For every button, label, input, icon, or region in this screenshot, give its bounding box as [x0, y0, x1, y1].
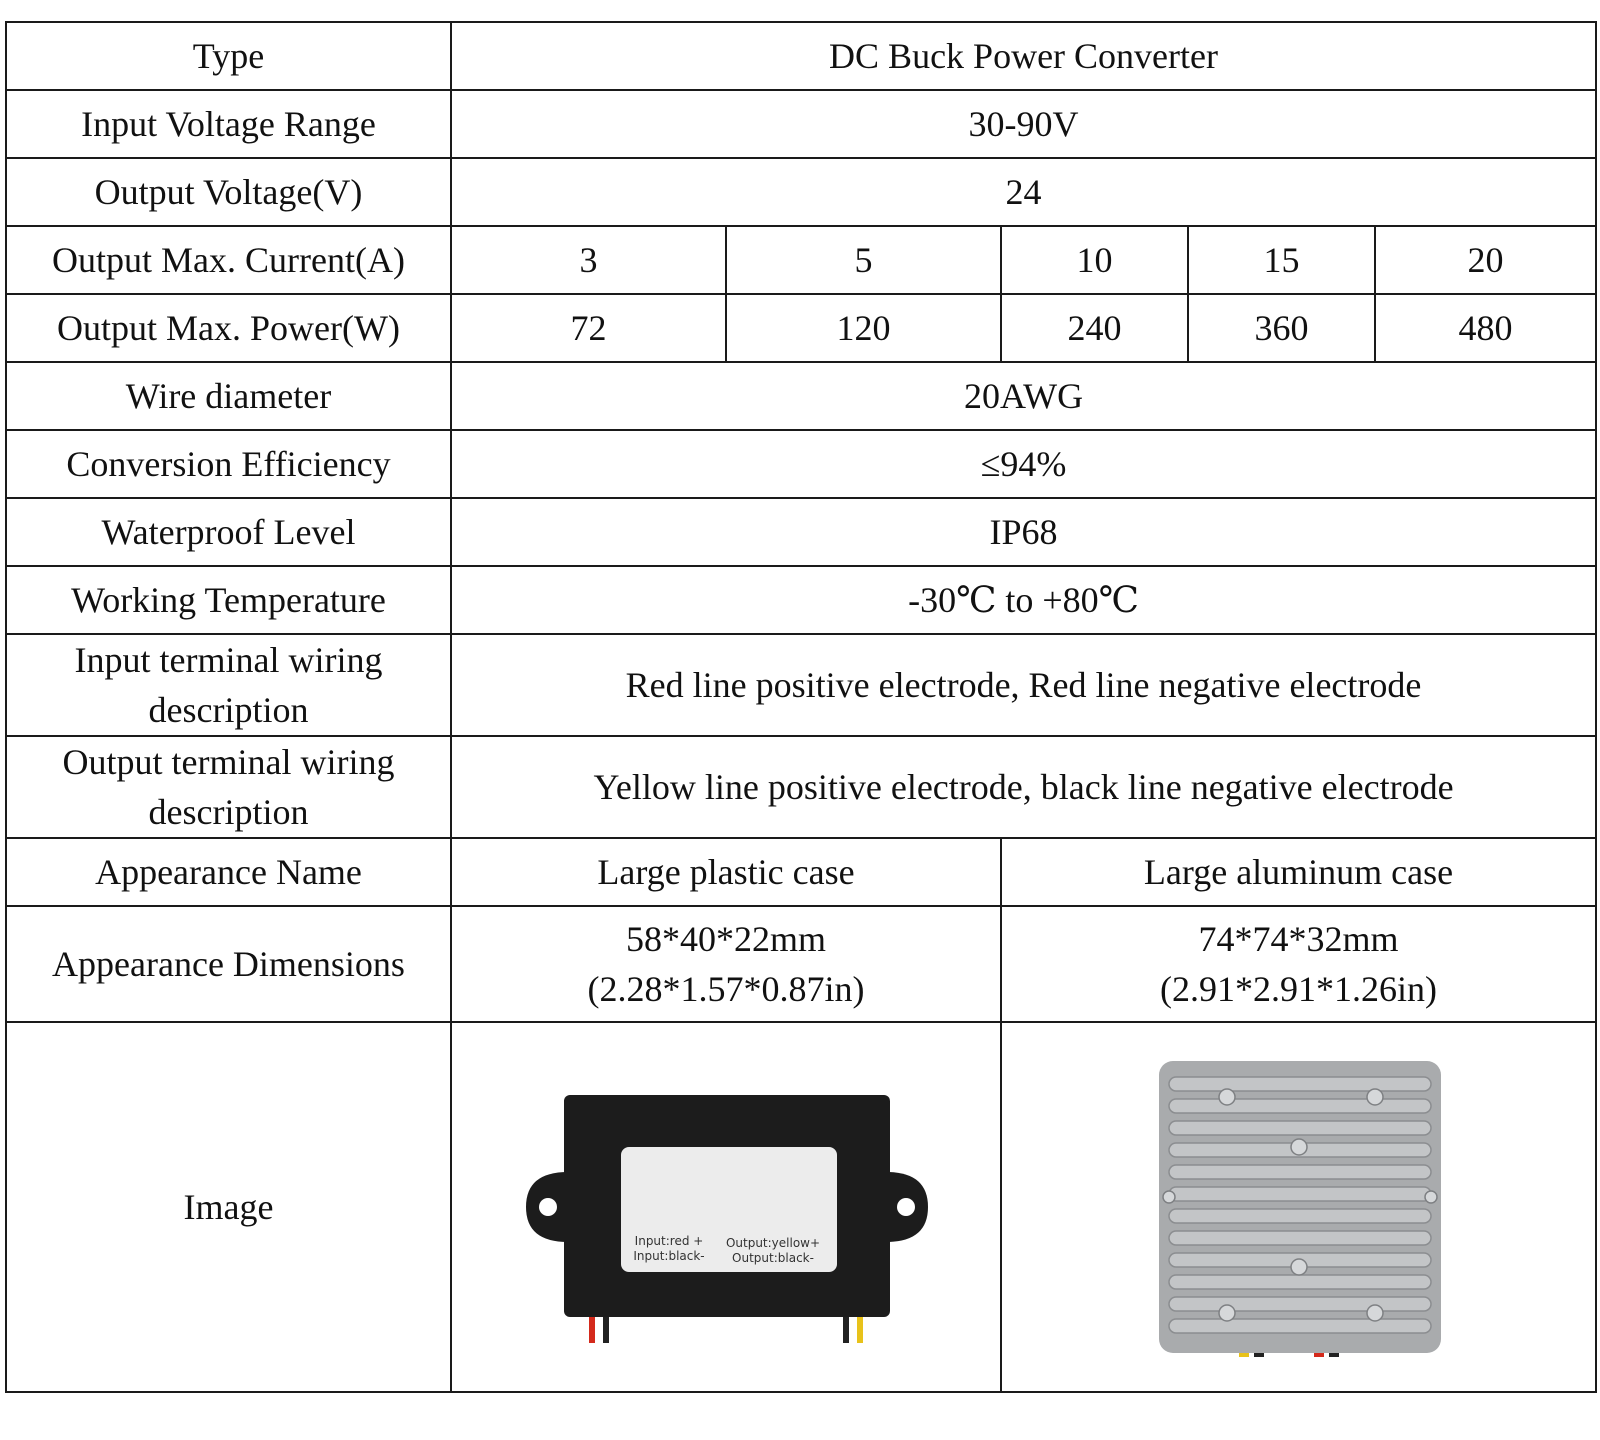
row-input-wiring: [6, 634, 1596, 736]
power-cell: 360: [1188, 294, 1375, 362]
row-appearance-name: [6, 838, 1596, 906]
sticker-input-neg: Input:black-: [633, 1249, 705, 1263]
power-cell: 240: [1001, 294, 1188, 362]
label-wire-diameter: Wire diameter: [6, 362, 451, 430]
power-cell: 72: [451, 294, 726, 362]
value-input-wiring: Red line positive electrode, Red line negative electrode: [451, 634, 1596, 736]
current-cell: 15: [1188, 226, 1375, 294]
spec-table: [5, 21, 1597, 1393]
label-input-wiring: [6, 634, 451, 736]
value-type: DC Buck Power Converter: [451, 22, 1596, 90]
row-temperature: [6, 566, 1596, 634]
label-input-wiring-line1: Input terminal wiring: [74, 640, 383, 680]
value-temperature: -30℃ to +80℃: [451, 566, 1596, 634]
label-waterproof: Waterproof Level: [6, 498, 451, 566]
dims-aluminum-mm: 74*74*32mm: [1198, 919, 1399, 959]
current-cell: 20: [1375, 226, 1596, 294]
current-cell: 10: [1001, 226, 1188, 294]
label-appearance-name: Appearance Name: [6, 838, 451, 906]
current-cell: 3: [451, 226, 726, 294]
row-wire-diameter: [6, 362, 1596, 430]
appearance-name-aluminum: Large aluminum case: [1001, 838, 1596, 906]
black-wire: [603, 1313, 609, 1343]
row-output-current: [6, 226, 1596, 294]
sticker-output-neg: Output:black-: [732, 1251, 814, 1265]
red-wire: [589, 1313, 595, 1343]
value-output-wiring: Yellow line positive electrode, black line negative electrode: [451, 736, 1596, 838]
mount-hole: [897, 1198, 915, 1216]
value-efficiency: ≤94%: [451, 430, 1596, 498]
aluminum-case-image: [1139, 1047, 1459, 1367]
row-output-voltage: [6, 158, 1596, 226]
label-output-power: Output Max. Power(W): [6, 294, 451, 362]
row-waterproof: [6, 498, 1596, 566]
sticker-output-pos: Output:yellow+: [725, 1236, 821, 1250]
sticker-input-pos: Input:red +: [634, 1234, 704, 1248]
label-temperature: Working Temperature: [6, 566, 451, 634]
label-output-wiring-line1: Output terminal wiring: [62, 742, 395, 782]
value-input-voltage: 30-90V: [451, 90, 1596, 158]
row-efficiency: [6, 430, 1596, 498]
dims-plastic: [451, 906, 1001, 1022]
mount-hole: [539, 1198, 557, 1216]
value-output-voltage: 24: [451, 158, 1596, 226]
appearance-name-plastic: Large plastic case: [451, 838, 1001, 906]
row-output-wiring: [6, 736, 1596, 838]
yellow-wire: [857, 1313, 863, 1343]
row-image: [6, 1022, 1596, 1392]
black-wire: [843, 1313, 849, 1343]
label-type: Type: [6, 22, 451, 90]
label-input-voltage: Input Voltage Range: [6, 90, 451, 158]
dims-aluminum-inch: (2.91*2.91*1.26in): [1160, 969, 1438, 1009]
label-image: Image: [6, 1022, 451, 1392]
label-output-voltage: Output Voltage(V): [6, 158, 451, 226]
image-plastic-cell: [451, 1022, 1001, 1392]
dims-plastic-inch: (2.28*1.57*0.87in): [587, 969, 865, 1009]
dims-plastic-mm: 58*40*22mm: [625, 919, 826, 959]
plastic-case-image: [506, 1067, 946, 1347]
power-cell: 120: [726, 294, 1001, 362]
dims-aluminum: [1001, 906, 1596, 1022]
label-output-current: Output Max. Current(A): [6, 226, 451, 294]
current-cell: 5: [726, 226, 1001, 294]
label-output-wiring-line2: description: [148, 792, 309, 832]
label-output-wiring: [6, 736, 451, 838]
row-input-voltage: [6, 90, 1596, 158]
label-efficiency: Conversion Efficiency: [6, 430, 451, 498]
label-input-wiring-line2: description: [148, 690, 309, 730]
value-waterproof: IP68: [451, 498, 1596, 566]
power-cell: 480: [1375, 294, 1596, 362]
value-wire-diameter: 20AWG: [451, 362, 1596, 430]
row-output-power: [6, 294, 1596, 362]
image-aluminum-cell: [1001, 1022, 1596, 1392]
row-appearance-dims: [6, 906, 1596, 1022]
row-type: [6, 22, 1596, 90]
label-appearance-dims: Appearance Dimensions: [6, 906, 451, 1022]
